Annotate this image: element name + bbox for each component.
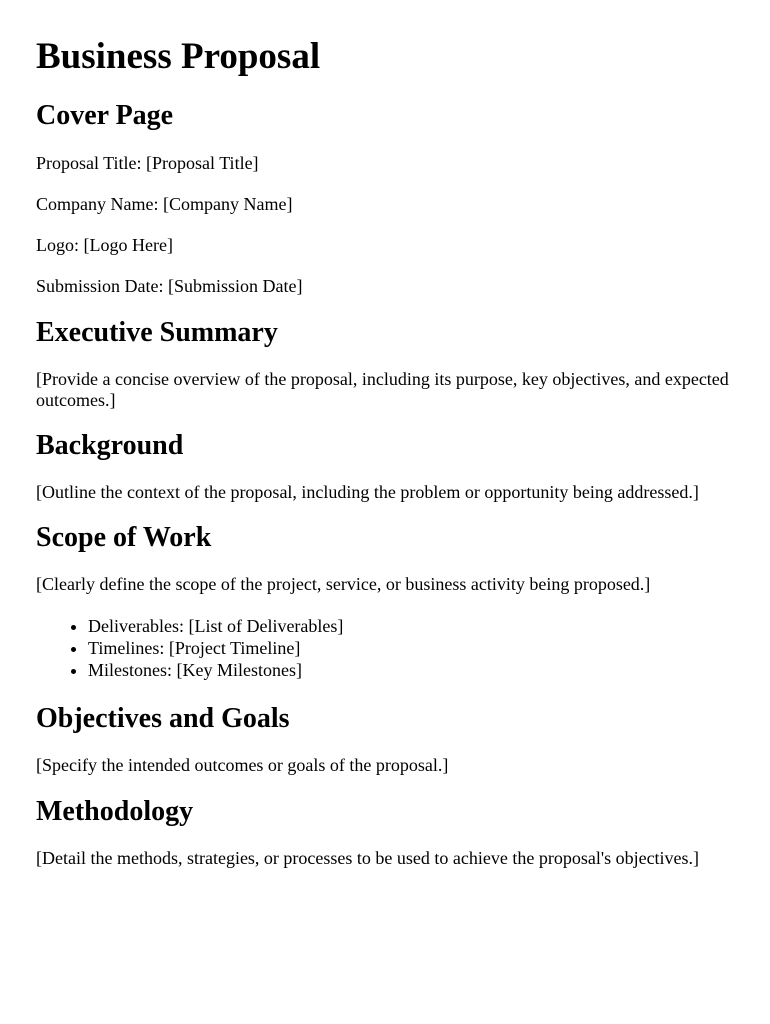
list-item-milestones: • Milestones: [Key Milestones] <box>88 659 734 681</box>
section-heading-objectives-and-goals: Objectives and Goals <box>36 703 290 734</box>
objectives-and-goals-body: [Specify the intended outcomes or goals of the proposal.] <box>36 755 449 775</box>
executive-summary-body: [Provide a concise overview of the proposal, including its purpose, key objectives, and expected outcomes.] <box>36 369 729 410</box>
section-heading-cover-page: Cover Page <box>36 100 174 131</box>
section-heading-methodology: Methodology <box>36 796 194 827</box>
objectives-and-goals-section <box>36 703 734 776</box>
scope-of-work-body: [Clearly define the scope of the project, service, or business activity being proposed.] <box>36 574 651 594</box>
section-heading-executive-summary: Executive Summary <box>36 317 278 348</box>
section-heading-scope-of-work: Scope of Work <box>36 522 212 553</box>
scope-of-work-section <box>36 522 734 681</box>
cover-page-section <box>36 100 734 297</box>
methodology-section <box>36 796 734 869</box>
logo-line: Logo: [Logo Here] <box>36 235 173 255</box>
list-item-timelines: • Timelines: [Project Timeline] <box>88 637 734 659</box>
proposal-title-line: Proposal Title: [Proposal Title] <box>36 153 259 173</box>
scope-of-work-list <box>36 615 734 681</box>
section-heading-background: Background <box>36 430 184 461</box>
background-section <box>36 430 734 503</box>
background-body: [Outline the context of the proposal, including the problem or opportunity being addressed.] <box>36 482 699 502</box>
executive-summary-section <box>36 317 734 411</box>
document-title: Business Proposal <box>36 36 321 77</box>
submission-date-line: Submission Date: [Submission Date] <box>36 276 303 296</box>
company-name-line: Company Name: [Company Name] <box>36 194 293 214</box>
list-item-deliverables: • Deliverables: [List of Deliverables] <box>88 615 734 637</box>
methodology-body: [Detail the methods, strategies, or processes to be used to achieve the proposal's objectives.] <box>36 848 700 868</box>
